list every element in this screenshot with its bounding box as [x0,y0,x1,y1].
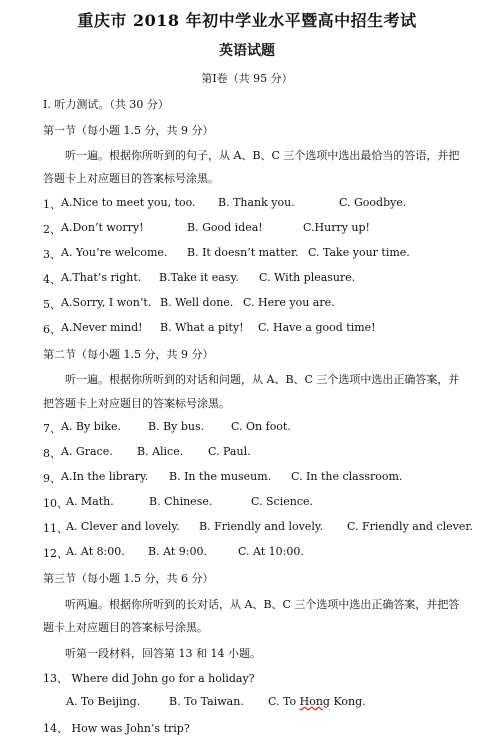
section2-heading: 第二节（每小题 1.5 分，共 9 分） [43,348,214,361]
q13-option-c-prefix: C. To [268,695,300,708]
question-13: 13、 Where did John go for a holiday? [43,672,255,685]
q11-option-b: B. Friendly and lovely. [199,520,324,533]
q2-option-b: B. Good idea! [187,221,263,234]
q7-option-a: A. By bike. [61,420,121,433]
q4-option-c: C. With pleasure. [259,271,356,284]
section3-instruction-line1: 听两遍。根据你所听到的长对话，从 A、B、C 三个选项中选出正确答案，并把答 [65,598,460,611]
q6-option-b: B. What a pity! [160,321,244,334]
q6-option-a: A.Never mind! [61,321,143,334]
q10-option-b: B. Chinese. [149,495,213,508]
section1-heading: 第一节（每小题 1.5 分，共 9 分） [43,124,214,137]
question-number: 3、 [43,248,61,261]
question-number: 5、 [43,298,61,311]
q11-option-c: C. Friendly and clever. [347,520,473,533]
q9-option-b: B. In the museum. [169,470,272,483]
question-10 [43,495,68,511]
section3-material-note: 听第一段材料，回答第 13 和 14 小题。 [65,647,261,660]
q3-option-c: C. Take your time. [308,246,410,259]
q3-option-b: B. It doesn’t matter. [187,246,299,259]
q13-option-c-suffix: Kong. [329,695,366,708]
question-number: 12、 [43,547,68,560]
question-number: 1、 [43,198,61,211]
q7-option-b: B. By bus. [148,420,205,433]
question-number: 4、 [43,273,61,286]
question-6 [43,321,61,337]
question-number: 7、 [43,422,61,435]
q7-option-c: C. On foot. [231,420,291,433]
q5-option-a: A.Sorry, I won’t. [61,296,152,309]
q8-option-c: C. Paul. [208,445,251,458]
q8-option-a: A. Grace. [61,445,113,458]
q13-option-b: B. To Taiwan. [169,695,244,708]
q12-option-a: A. At 8:00. [66,545,125,558]
q12-option-b: B. At 9:00. [148,545,207,558]
q12-option-c: C. At 10:00. [238,545,304,558]
q11-option-a: A. Clever and lovely. [66,520,180,533]
part1-heading: I. 听力测试。（共 30 分） [43,98,169,111]
question-14: 14、 How was John’s trip? [43,722,190,735]
q6-option-c: C. Have a good time! [258,321,376,334]
section1-instruction-line1: 听一遍。根据你所听到的句子，从 A、B、C 三个选项中选出最恰当的答语，并把 [65,149,460,162]
q5-option-b: B. Well done. [160,296,234,309]
section1-instruction-line2: 答题卡上对应题目的答案标号涂黑。 [43,172,219,185]
question-4 [43,271,61,287]
section2-instruction-line2: 把答题卡上对应题目的答案标号涂黑。 [43,397,230,410]
q10-option-c: C. Science. [251,495,313,508]
section2-instruction-line1: 听一遍。根据你所听到的对话和问题，从 A、B、C 三个选项中选出正确答案，并 [65,373,460,386]
exam-title: 重庆市 2018 年初中学业水平暨高中招生考试 [77,11,417,30]
question-9 [43,470,61,486]
section3-instruction-line2: 题卡上对应题目的答案标号涂黑。 [43,621,208,634]
q13-option-a: A. To Beijing. [66,695,141,708]
question-number: 9、 [43,472,61,485]
question-2 [43,221,61,237]
question-5 [43,296,61,312]
question-number: 2、 [43,223,61,236]
q3-option-a: A. You’re welcome. [61,246,168,259]
exam-subtitle: 英语试题 [219,43,275,59]
q1-option-a: A.Nice to meet you, too. [61,196,196,209]
question-8 [43,445,61,461]
q4-option-b: B.Take it easy. [159,271,239,284]
question-number: 8、 [43,447,61,460]
question-number: 10、 [43,497,68,510]
spellcheck-highlight: Hong [299,695,330,708]
question-12 [43,545,68,561]
section3-heading: 第三节（每小题 1.5 分，共 6 分） [43,572,214,585]
q1-option-c: C. Goodbye. [339,196,407,209]
q13-option-c [268,695,366,708]
q9-option-a: A.In the library. [61,470,149,483]
q8-option-b: B. Alice. [137,445,184,458]
question-number: 11、 [43,522,68,535]
question-3 [43,246,61,262]
q1-option-b: B. Thank you. [218,196,295,209]
q10-option-a: A. Math. [66,495,114,508]
q9-option-c: C. In the classroom. [291,470,403,483]
q4-option-a: A.That’s right. [61,271,142,284]
volume-heading: 第Ⅰ卷（共 95 分） [201,72,293,85]
q2-option-a: A.Don’t worry! [61,221,144,234]
q2-option-c: C.Hurry up! [303,221,370,234]
question-11 [43,520,68,536]
question-1 [43,196,61,212]
q5-option-c: C. Here you are. [243,296,335,309]
question-number: 6、 [43,323,61,336]
question-7 [43,420,61,436]
